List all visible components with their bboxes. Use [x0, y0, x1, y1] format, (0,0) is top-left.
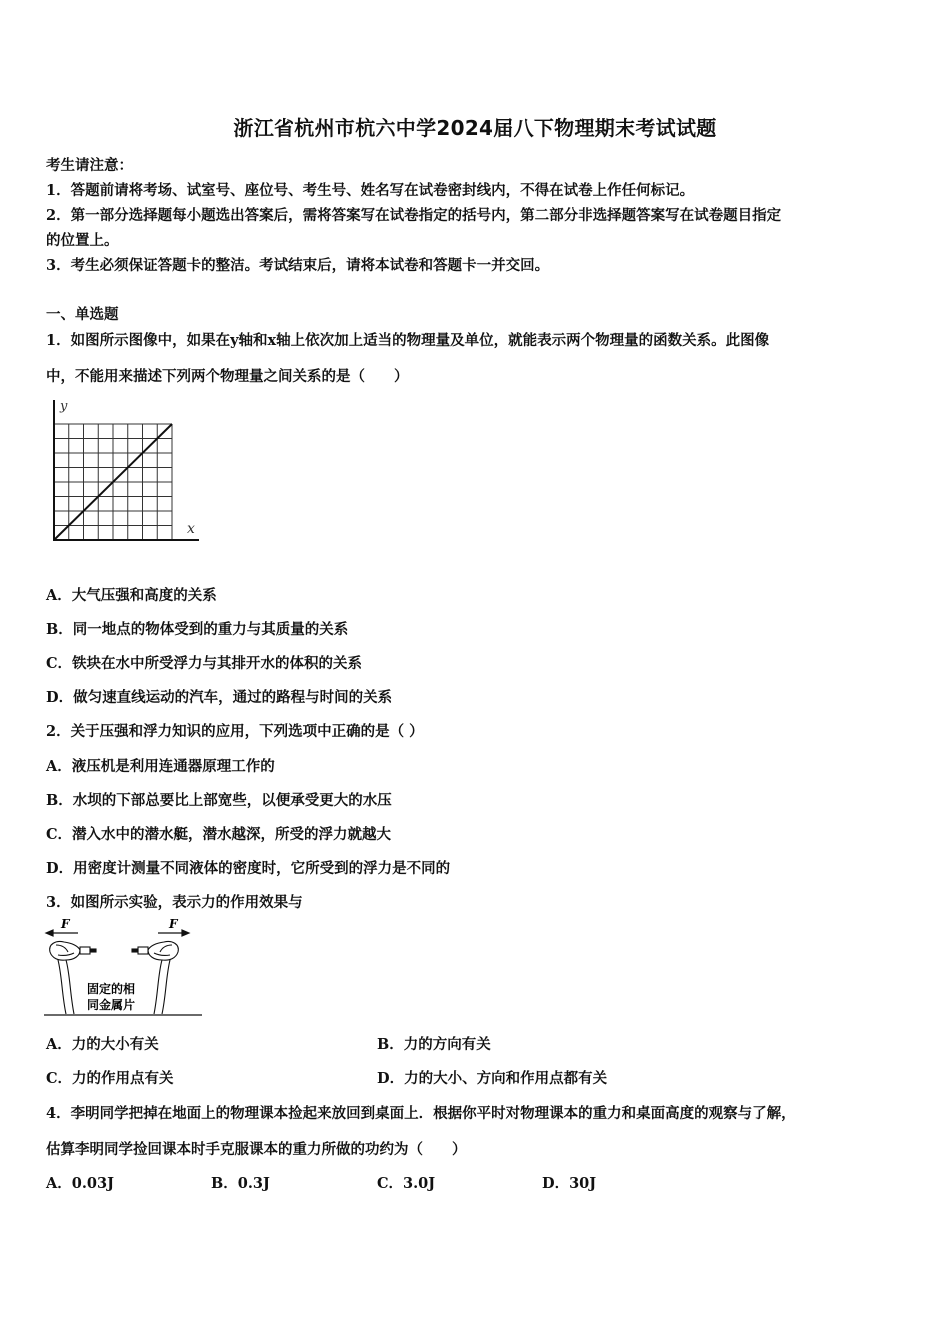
q1-linear-graph: [44, 396, 209, 551]
notice-heading: 考生请注意：: [46, 157, 133, 174]
q2-option-b: B．水坝的下部总要比上部宽些，以便承受更大的水压: [46, 792, 392, 809]
q1-option-d: D．做匀速直线运动的汽车，通过的路程与时间的关系: [46, 689, 393, 706]
hand-right-icon: [132, 941, 178, 960]
figure-caption-line2: 同金属片: [87, 998, 136, 1012]
q3-stem: 3．如图所示实验，表示力的作用效果与: [46, 894, 303, 911]
q4-option-b: B．0.3J: [211, 1175, 270, 1192]
metal-strip-right: [154, 960, 162, 1014]
page-title: 浙江省杭州市杭六中学2024届八下物理期末考试试题: [233, 116, 717, 140]
q2-option-d: D．用密度计测量不同液体的密度时，它所受到的浮力是不同的: [46, 860, 451, 877]
q4-option-d: D．30J: [542, 1175, 597, 1192]
q4-option-a: A．0.03J: [46, 1175, 114, 1192]
q2-option-a: A．液压机是利用连通器原理工作的: [46, 758, 275, 775]
q1-option-c: C．铁块在水中所受浮力与其排开水的体积的关系: [46, 655, 363, 672]
force-label-right: F: [169, 917, 178, 931]
q2-stem: 2．关于压强和浮力知识的应用，下列选项中正确的是（ ）: [46, 723, 424, 740]
q1-option-a: A．大气压强和高度的关系: [46, 587, 217, 604]
notice-item: 的位置上。: [46, 232, 119, 249]
notice-item: 2．第一部分选择题每小题选出答案后，需将答案写在试卷指定的括号内，第二部分非选择题答案写在试卷题目指定: [46, 207, 782, 224]
q3-option-a: A．力的大小有关: [46, 1036, 159, 1053]
x-axis-label: x: [187, 521, 195, 537]
q4-option-c: C．3.0J: [377, 1175, 436, 1192]
section-heading: 一、单选题: [46, 306, 119, 323]
y-axis-label: y: [60, 399, 68, 414]
q3-option-b: B．力的方向有关: [377, 1036, 491, 1053]
q3-figure: [44, 914, 206, 1020]
metal-strip-left: [66, 960, 74, 1014]
figure-caption-line1: 固定的相: [87, 982, 136, 996]
q1-option-b: B．同一地点的物体受到的重力与其质量的关系: [46, 621, 349, 638]
q4-stem-line1: 4．李明同学把掉在地面上的物理课本捡起来放回到桌面上．根据你平时对物理课本的重力和桌面高度的观察与了解，: [46, 1105, 796, 1122]
metal-strip-right-edge: [162, 960, 170, 1014]
notice-item: 1．答题前请将考场、试室号、座位号、考生号、姓名写在试卷密封线内，不得在试卷上作任何标记。: [46, 182, 695, 199]
q1-stem-line1: 1．如图所示图像中，如果在y轴和x轴上依次加上适当的物理量及单位，就能表示两个物理量的函数关系。此图像: [46, 332, 770, 349]
metal-strip-left-edge: [58, 960, 66, 1014]
q3-option-c: C．力的作用点有关: [46, 1070, 174, 1087]
q2-option-c: C．潜入水中的潜水艇，潜水越深，所受的浮力就越大: [46, 826, 392, 843]
hand-left-icon: [50, 941, 96, 960]
force-label-left: F: [61, 917, 70, 931]
q4-stem-line2: 估算李明同学捡回课本时手克服课本的重力所做的功约为（ ）: [46, 1141, 467, 1158]
q3-option-d: D．力的大小、方向和作用点都有关: [377, 1070, 608, 1087]
notice-item: 3．考生必须保证答题卡的整洁。考试结束后，请将本试卷和答题卡一并交回。: [46, 257, 550, 274]
q1-stem-line2: 中，不能用来描述下列两个物理量之间关系的是（ ）: [46, 368, 409, 385]
